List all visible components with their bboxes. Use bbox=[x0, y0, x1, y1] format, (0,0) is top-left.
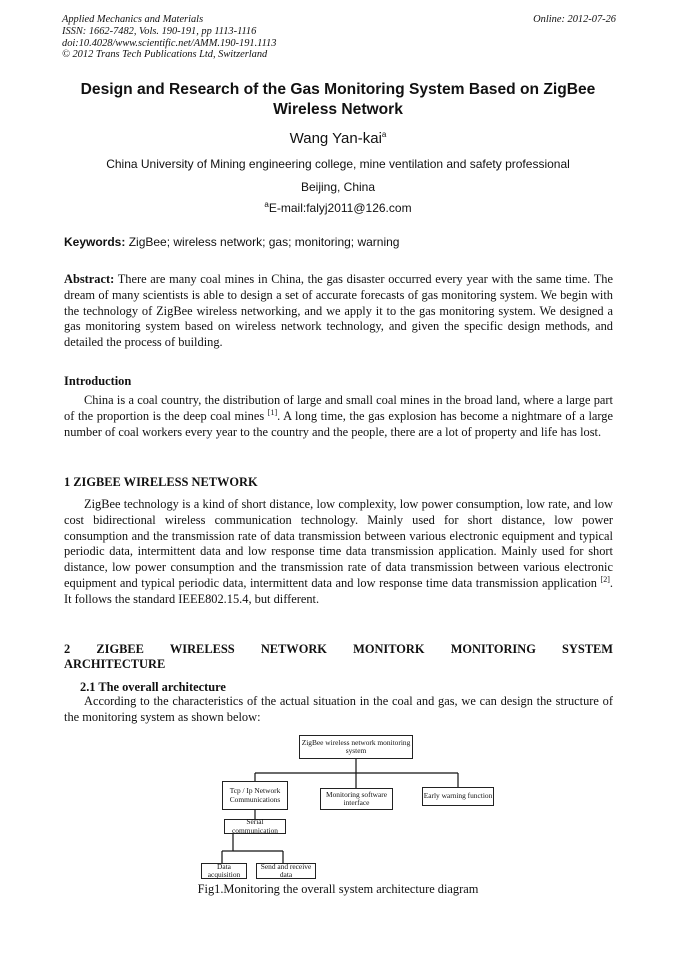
intro-ref: [1] bbox=[267, 407, 278, 417]
box-serial-communication: Serial communication bbox=[224, 819, 286, 834]
section-2-heading-line-2: ARCHITECTURE bbox=[64, 657, 166, 671]
journal-copyright: © 2012 Trans Tech Publications Ltd, Switzerland bbox=[62, 49, 268, 61]
box-data-acquisition: Data acquisition bbox=[201, 863, 247, 879]
author-name: Wang Yan-kai bbox=[289, 130, 382, 147]
email-text: E-mail:falyj2011@126.com bbox=[268, 201, 412, 215]
figure-caption: Fig1.Monitoring the overall system architecture diagram bbox=[197, 882, 479, 896]
affiliation-line-1: China University of Mining engineering college, mine ventilation and safety professional bbox=[106, 157, 570, 171]
box-tcp-ip: Tcp / Ip Network Communications bbox=[222, 781, 288, 810]
affiliation-email bbox=[62, 201, 614, 215]
email-mark: a bbox=[264, 200, 269, 209]
section-2-heading-line-1: 2 ZIGBEE WIRELESS NETWORK MONITORK MONITORING SYSTEM bbox=[64, 642, 613, 656]
abstract-text: There are many coal mines in China, the gas disaster occurred every year with the same time. The dream of many scientists is able to design a set of accurate forecasts of gas monitoring system. We begin with the technology of ZigBee wireless networking, and we apply it to the gas monitoring system. We designed a gas monitoring system based on wireless network technology, and given the specific design methods, and detailed the process of building. bbox=[64, 272, 613, 350]
box-monitoring-interface: Monitoring software interface bbox=[320, 788, 393, 810]
introduction-paragraph bbox=[64, 393, 613, 440]
section-2-paragraph: According to the characteristics of the actual situation in the coal and gas, we can design the structure of the monitoring system as shown below: bbox=[64, 694, 613, 724]
sec1-ref: [2] bbox=[600, 574, 610, 584]
sec1-text-b: . It follows the standard IEEE802.15.4, but different. bbox=[64, 575, 613, 606]
author-mark: a bbox=[381, 130, 387, 139]
keywords bbox=[64, 235, 399, 249]
intro-text-b: . A long time, the gas explosion has become a nightmare of a large number of coal workers every year to the country and the people, there are a lot of property and life has lost. bbox=[64, 408, 613, 439]
paper-title: Design and Research of the Gas Monitoring System Based on ZigBee Wireless Network bbox=[80, 81, 596, 118]
section-1-heading: 1 ZIGBEE WIRELESS NETWORK bbox=[64, 475, 258, 489]
journal-issn: ISSN: 1662-7482, Vols. 190-191, pp 1113-1116 bbox=[62, 25, 257, 37]
journal-doi: doi:10.4028/www.scientific.net/AMM.190-191.1113 bbox=[62, 37, 277, 49]
intro-text-a: China is a coal country, the distribution of large and small coal mines in the broad land, where a large part of the proportion is the deep coal mines bbox=[64, 393, 613, 423]
affiliation-line-2: Beijing, China bbox=[300, 180, 376, 194]
section-1-paragraph bbox=[64, 497, 613, 608]
box-early-warning: Early warning function bbox=[422, 787, 494, 806]
introduction-heading: Introduction bbox=[64, 374, 132, 388]
keywords-text: ZigBee; wireless network; gas; monitoring; warning bbox=[125, 235, 400, 249]
author bbox=[62, 130, 614, 147]
subsection-2-1-heading: 2.1 The overall architecture bbox=[80, 680, 226, 694]
journal-name: Applied Mechanics and Materials bbox=[62, 14, 204, 25]
box-root-system: ZigBee wireless network monitoring system bbox=[299, 735, 413, 759]
online-date: Online: 2012-07-26 bbox=[533, 14, 616, 25]
abstract bbox=[64, 272, 613, 351]
abstract-label: Abstract: bbox=[64, 272, 115, 286]
box-send-receive: Send and receive data bbox=[256, 863, 316, 879]
journal-header bbox=[62, 14, 276, 61]
keywords-label: Keywords: bbox=[64, 235, 126, 249]
sec1-text-a: ZigBee technology is a kind of short distance, low complexity, low power consumption, low rate, and low cost bidirectional wireless communication technology. Mainly used for short distance, low power consumption and the transmission rate of data transmission between various electronic equipment and typical periodic data, intermittent data and low response time data transmission application. Mainly used for short distance, low power consumption and the transmission rate of data transmission between various electronic equipment and typical periodic data, intermittent data and low response time data transmission application bbox=[64, 497, 613, 590]
